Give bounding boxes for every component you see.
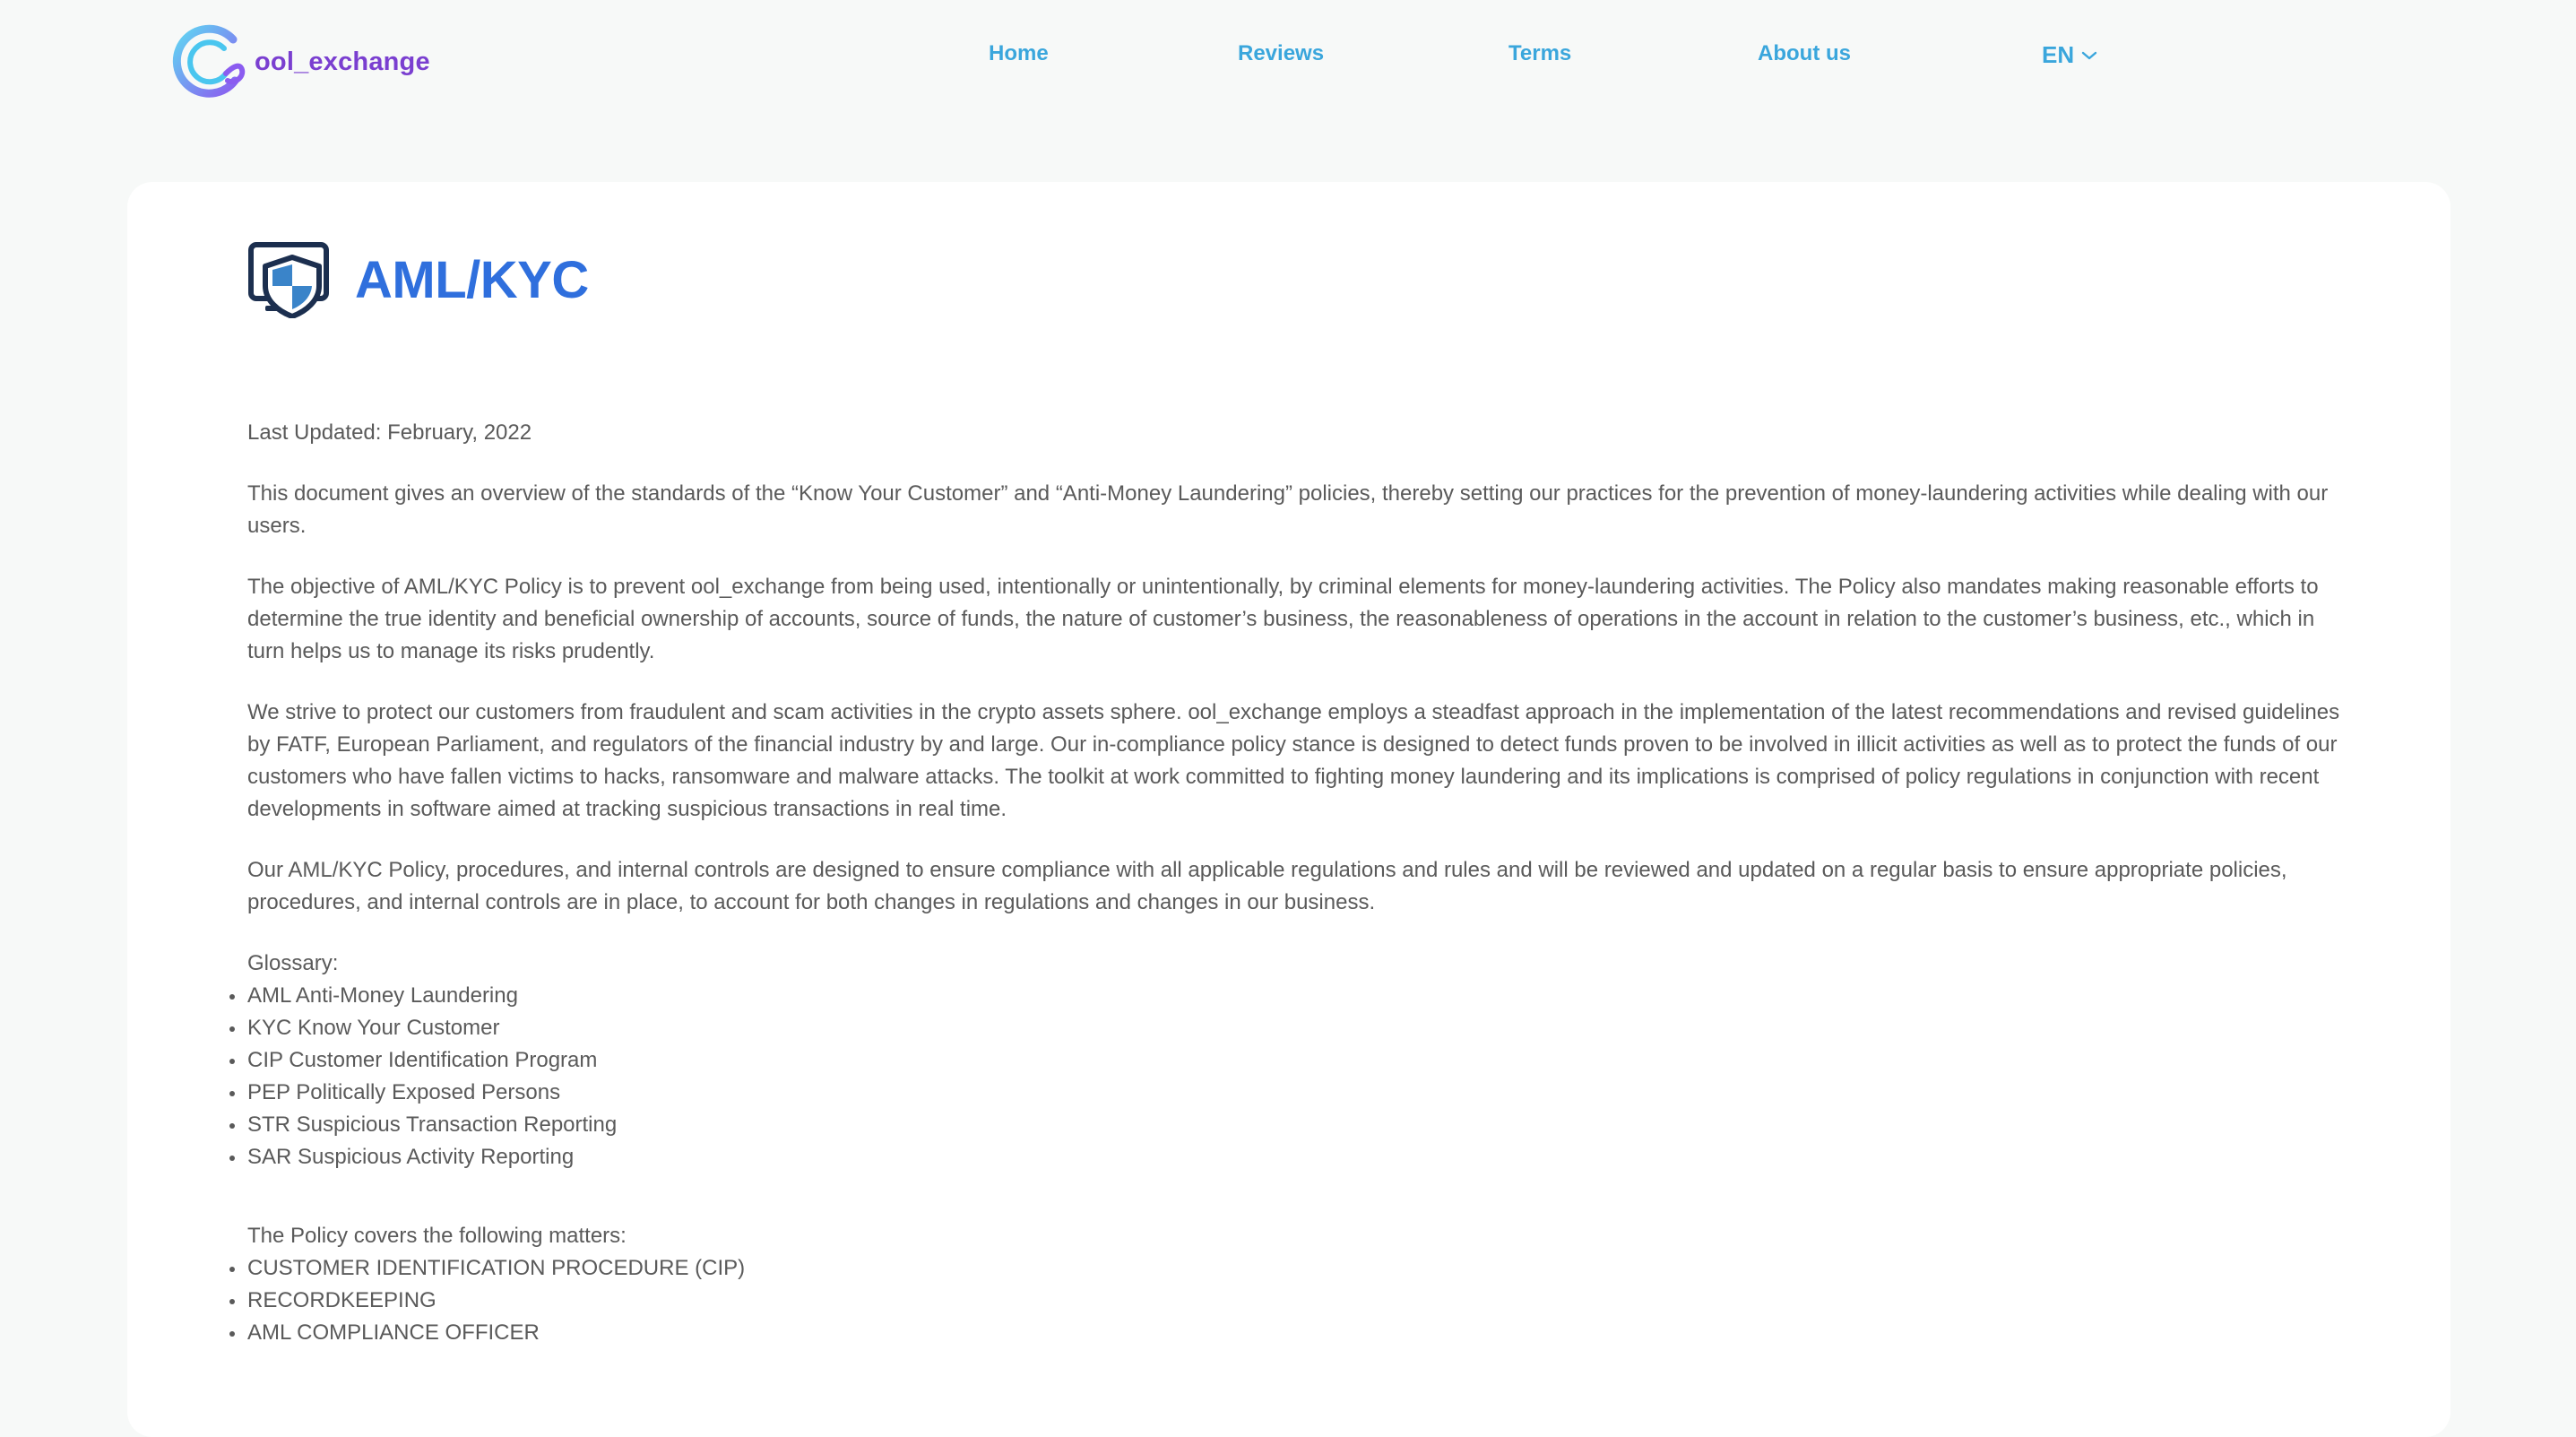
brand-name: ool_exchange	[255, 47, 430, 76]
paragraph: We strive to protect our customers from fraudulent and scam activities in the crypto assets sphere. ool_exchange employs a steadfast approach in the implementation of the latest recommendations and revised guidelines by FATF, European Parliament, and regulators of the financial industry by and large. Our in-compliance policy stance is designed to detect funds proven to be involved in illicit activities as well as to protect the funds of our customers who have fallen victims to hacks, ransomware and malware attacks. The toolkit at work committed to fighting money laundering and its implications is comprised of policy regulations in conjunction with recent developments in software aimed at tracking suspicious transactions in real time.	[247, 700, 2340, 821]
list-item: CIP Customer Identification Program	[247, 1044, 2345, 1077]
policy-content	[247, 417, 2345, 1349]
matters-heading: The Policy covers the following matters:	[247, 1224, 627, 1248]
glossary-heading: Glossary:	[247, 951, 339, 975]
list-item: CUSTOMER IDENTIFICATION PROCEDURE (CIP)	[247, 1252, 2345, 1285]
list-item: STR Suspicious Transaction Reporting	[247, 1109, 2345, 1141]
brand-logo-icon	[170, 22, 251, 102]
matters-list	[247, 1252, 2345, 1349]
paragraph: Our AML/KYC Policy, procedures, and internal controls are designed to ensure compliance with all applicable regulations and rules and will be reviewed and updated on a regular basis to ensure appropriate policies, procedures, and internal controls are in place, to account for both changes in regulations and changes in our business.	[247, 858, 2287, 914]
nav-reviews[interactable]: Reviews	[1238, 41, 1325, 65]
list-item: PEP Politically Exposed Persons	[247, 1077, 2345, 1109]
list-item: RECORDKEEPING	[247, 1285, 2345, 1317]
page-title: AML/KYC	[355, 250, 589, 309]
last-updated: Last Updated: February, 2022	[247, 420, 532, 445]
list-item: AML Anti-Money Laundering	[247, 980, 2345, 1012]
glossary-list	[247, 980, 2345, 1173]
list-item: SAR Suspicious Activity Reporting	[247, 1141, 2345, 1173]
chevron-down-icon	[2081, 50, 2097, 61]
brand-logo[interactable]	[170, 22, 430, 102]
language-selector[interactable]	[2042, 41, 2097, 69]
site-header	[0, 0, 2576, 117]
paragraph: This document gives an overview of the standards of the “Know Your Customer” and “Anti-Money Laundering” policies, thereby setting our practices for the prevention of money-laundering activities while dealing with our users.	[247, 481, 2329, 538]
nav-terms[interactable]: Terms	[1508, 41, 1572, 65]
language-label: EN	[2042, 41, 2075, 68]
shield-monitor-icon	[247, 241, 333, 318]
paragraph: The objective of AML/KYC Policy is to prevent ool_exchange from being used, intentionally or unintentionally, by criminal elements for money-laundering activities. The Policy also mandates making reasonable efforts to determine the true identity and beneficial ownership of accounts, source of funds, the nature of customer’s business, the reasonableness of operations in the account in relation to the customer’s business, etc., which in turn helps us to manage its risks prudently.	[247, 575, 2319, 663]
nav-home[interactable]: Home	[989, 41, 1049, 65]
list-item: KYC Know Your Customer	[247, 1012, 2345, 1044]
list-item: AML COMPLIANCE OFFICER	[247, 1317, 2345, 1349]
page-heading	[247, 241, 589, 318]
content-card	[127, 182, 2451, 1437]
nav-about-us[interactable]: About us	[1758, 41, 1851, 65]
